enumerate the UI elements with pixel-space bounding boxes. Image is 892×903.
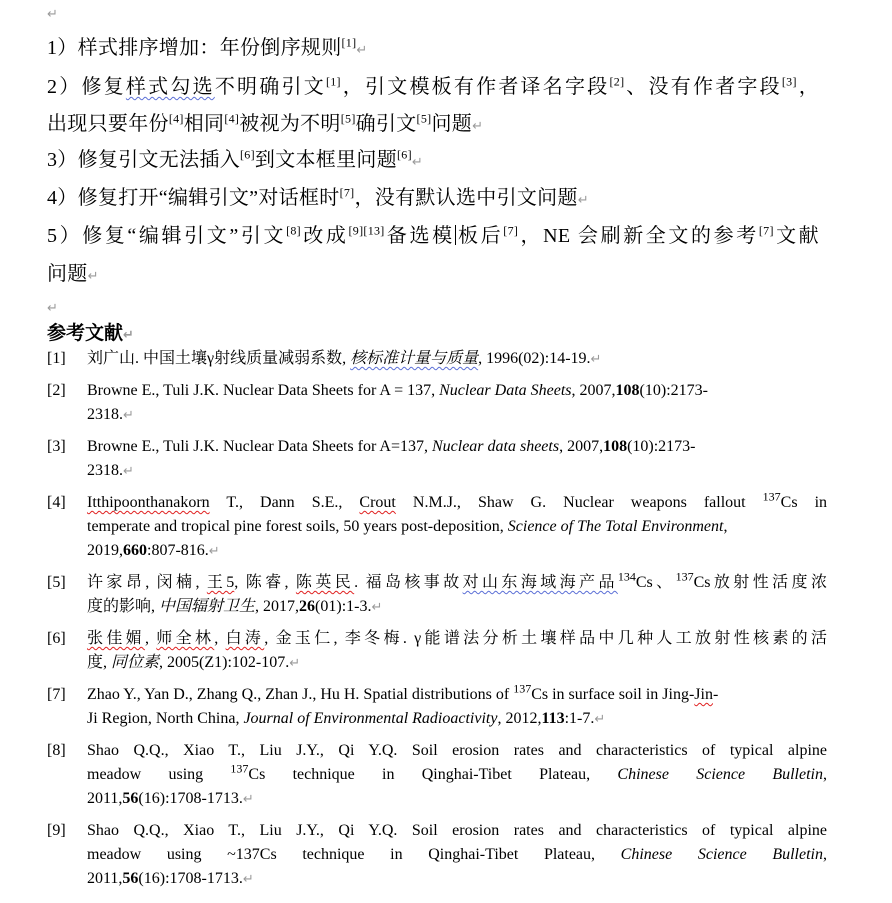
list-item-text: 、没有作者字段 <box>624 76 782 98</box>
paragraph-mark: ↵ <box>472 119 484 134</box>
citation-mark: [4] <box>168 111 184 126</box>
reference-number: [9] <box>47 822 66 839</box>
list-item-text: 问题 <box>431 113 473 135</box>
reference-number: [2] <box>47 382 66 399</box>
spelling-flagged-text: 王5 <box>206 574 235 591</box>
journal-name: Nuclear data sheets <box>431 438 560 455</box>
list-item-text: 到文本框里问题 <box>254 149 398 171</box>
list-item-text: 被视为不明 <box>239 113 341 135</box>
reference-number: [8] <box>47 742 66 759</box>
list-item-text: 板后 <box>455 225 504 247</box>
paragraph-mark: ↵ <box>242 792 254 807</box>
list-item-text: 2）修复 <box>47 76 126 98</box>
reference-number: [1] <box>47 350 66 367</box>
list-item-text: 1）样式排序增加：年份倒序规则 <box>47 37 342 59</box>
journal-name: Journal of Environmental Radioactivity <box>243 710 498 727</box>
citation-mark: [4] <box>224 111 240 126</box>
reference-number: [4] <box>47 494 66 511</box>
list-item-text: ，引文模板有作者译名字段 <box>340 76 610 98</box>
reference-3[interactable]: [3] Browne E., Tuli J.K. Nuclear Data Sheets for A=137, Nuclear data sheets, 2007,108(10):2173- 2318.↵ <box>47 435 827 484</box>
citation-mark: [2] <box>609 74 625 89</box>
list-item-text: 相同 <box>183 113 225 135</box>
list-item-text: 文献 <box>773 225 819 247</box>
spelling-flagged-text: Crout <box>359 494 396 511</box>
citation-mark: [6] <box>397 147 412 162</box>
list-item-text: 确引文 <box>355 113 417 135</box>
paragraph-mark: ↵ <box>47 301 59 316</box>
list-item-text: 备选模 <box>384 225 455 247</box>
paragraph-mark: ↵ <box>242 872 254 887</box>
list-item-text: ，没有默认选中引文问题 <box>354 187 578 209</box>
list-item-4[interactable] <box>47 180 827 219</box>
empty-paragraph[interactable] <box>47 0 827 33</box>
journal-name: Chinese Science Bulletin <box>617 766 823 783</box>
citation-mark: [7] <box>503 223 519 238</box>
list-item-text: 不明确引文 <box>214 76 326 98</box>
reference-number: [3] <box>47 438 66 455</box>
paragraph-mark: ↵ <box>123 408 134 423</box>
paragraph-mark: ↵ <box>356 43 368 58</box>
citation-mark: [1] <box>325 74 341 89</box>
paragraph-mark: ↵ <box>47 7 59 22</box>
list-item-5[interactable] <box>47 218 827 254</box>
grammar-flagged-text: 样式勾选 <box>125 76 215 98</box>
paragraph-mark: ↵ <box>87 269 99 284</box>
citation-mark: [7] <box>758 223 774 238</box>
journal-name: Chinese Science Bulletin <box>620 846 823 863</box>
citation-mark: [5] <box>416 111 432 126</box>
grammar-flagged-text: 对山东海域海产品 <box>462 574 618 591</box>
paragraph-mark: ↵ <box>123 464 134 479</box>
list-item-1[interactable] <box>47 30 827 69</box>
list-item-text: ， <box>796 76 820 98</box>
spelling-flagged-text: 白涛 <box>225 630 265 647</box>
citation-mark: [9] <box>348 223 364 238</box>
paragraph-mark: ↵ <box>577 193 589 208</box>
paragraph-mark: ↵ <box>411 155 424 170</box>
references-heading: 参考文献↵ <box>47 323 134 344</box>
list-item-2-continued[interactable] <box>47 106 827 145</box>
spelling-flagged-text: 张佳媚 <box>87 630 145 647</box>
list-item-text: 5）修复“编辑引文”引文 <box>47 225 287 247</box>
paragraph-mark: ↵ <box>208 544 220 559</box>
list-item-text: 4）修复打开“编辑引文”对话框时 <box>47 187 340 209</box>
list-item-text: 出现只要年份 <box>47 113 169 135</box>
reference-8[interactable]: [8] Shao Q.Q., Xiao T., Liu J.Y., Qi Y.Q. Soil erosion rates and characteristics of typical alpine meadow using $^{137}$Cs technique in Qinghai-Tibet Plateau, Chinese Science Bulletin, 2011,56(16):1708-1713.↵ <box>47 739 827 812</box>
journal-name: 同位素 <box>111 654 160 671</box>
list-item-2[interactable] <box>47 69 827 105</box>
reference-number: [7] <box>47 686 66 703</box>
citation-mark: [8] <box>286 223 301 238</box>
reference-number: [6] <box>47 630 66 647</box>
spelling-flagged-text: Jin <box>694 686 713 703</box>
reference-7[interactable]: [7] Zhao Y., Yan D., Zhang Q., Zhan J., Hu H. Spatial distributions of $^{137}$Cs in surface soil in Jing-Jin- Ji Region, North China, Journal of Environmental Radioactivity, 2012,113:1-7.↵ <box>47 681 719 727</box>
reference-5[interactable]: [5] 许家昂, 闵楠, 王5, 陈睿, 陈英民. 福岛核事故对山东海域海产品$^{134}$Cs、$^{137}$Cs放射性活度浓 度的影响, 中国辐射卫生, 2017,26(01):1-3.↵ <box>47 569 827 615</box>
citation-mark: [6] <box>240 147 255 162</box>
paragraph-mark: ↵ <box>590 352 602 367</box>
list-item-3[interactable] <box>47 142 827 181</box>
citation-mark: [5] <box>340 111 356 126</box>
citation-mark: [13] <box>363 223 385 238</box>
spelling-flagged-text: 陈英民 <box>295 574 355 591</box>
spelling-flagged-text: 师全林 <box>156 630 215 647</box>
list-item-text: 问题 <box>47 263 88 285</box>
reference-6[interactable]: [6] 张佳媚, 师全林, 白涛, 金玉仁, 李冬梅. γ能谱法分析土壤样品中几种人工放射性核素的活 度, 同位素, 2005(Z1):102-107.↵ <box>47 627 827 676</box>
citation-mark: [1] <box>341 35 357 50</box>
journal-name: Science of The Total Environment <box>507 518 724 535</box>
reference-1[interactable]: [1] 刘广山. 中国土壤γ射线质量减弱系数, 核标准计量与质量, 1996(02):14-19.↵ <box>47 347 827 372</box>
list-item-text: ，NE 会刷新全文的参考 <box>518 225 759 247</box>
reference-9[interactable]: [9] Shao Q.Q., Xiao T., Liu J.Y., Qi Y.Q. Soil erosion rates and characteristics of typical alpine meadow using ~137Cs technique in Qinghai-Tibet Plateau, Chinese Science Bulletin, 2011,56(16):1708-1713.↵ <box>47 819 827 892</box>
list-item-text: 改成 <box>300 225 349 247</box>
spelling-flagged-text: Itthipoonthanakorn <box>87 494 210 511</box>
reference-number: [5] <box>47 574 66 591</box>
journal-name: 核标准计量与质量 <box>350 350 479 367</box>
journal-name: 中国辐射卫生 <box>159 598 256 615</box>
citation-mark: [7] <box>339 185 355 200</box>
reference-2[interactable]: [2] Browne E., Tuli J.K. Nuclear Data Sheets for A = 137, Nuclear Data Sheets, 2007,108(10):2173- 2318.↵ <box>47 379 827 428</box>
journal-name: Nuclear Data Sheets <box>439 382 572 399</box>
paragraph-mark: ↵ <box>594 712 606 727</box>
citation-mark: [3] <box>781 74 797 89</box>
paragraph-mark: ↵ <box>371 600 383 615</box>
paragraph-mark: ↵ <box>289 656 301 671</box>
list-item-text: 3）修复引文无法插入 <box>47 149 240 171</box>
paragraph-mark: ↵ <box>123 328 134 343</box>
empty-paragraph[interactable] <box>47 288 827 327</box>
reference-4[interactable]: [4] Itthipoonthanakorn T., Dann S.E., Crout N.M.J., Shaw G. Nuclear weapons fallout $^{137}$Cs in temperate and tropical pine forest soils, 50 years post-deposition, Science of The Total Environment, 2019,660:807-816.↵ <box>47 489 828 559</box>
